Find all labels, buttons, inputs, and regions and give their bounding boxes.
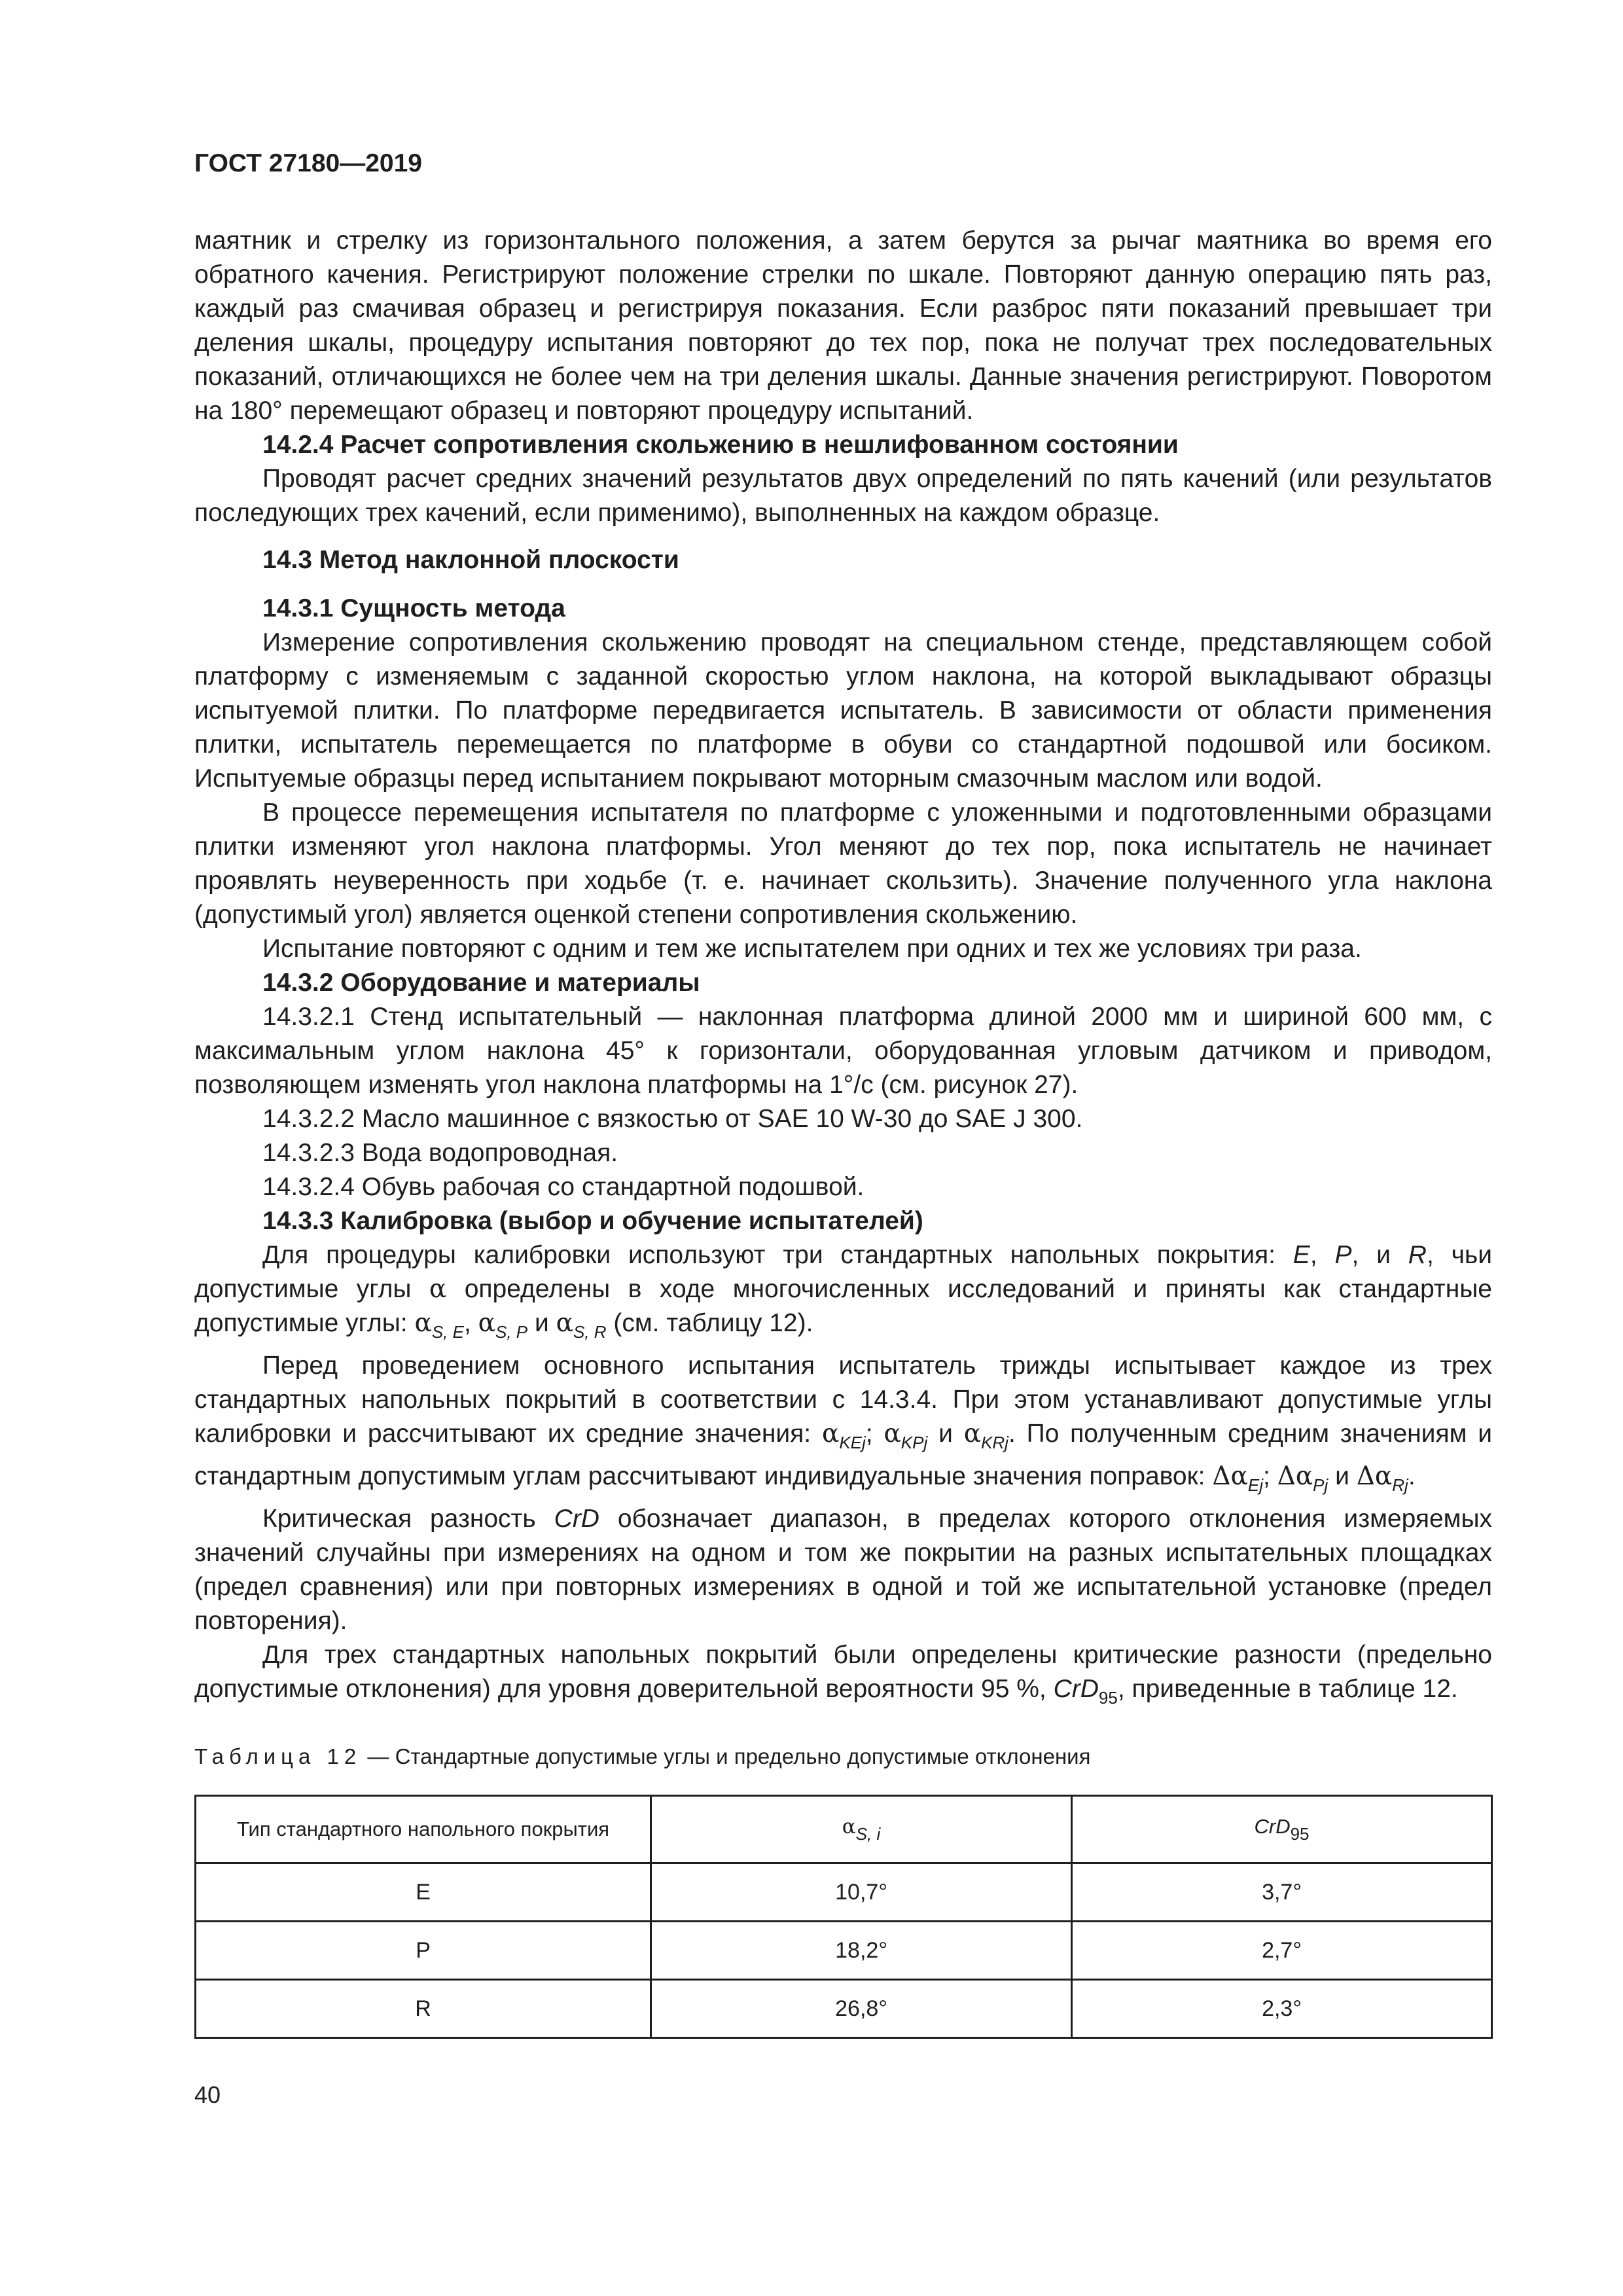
paragraph: 14.3.2.3 Вода водопроводная.: [262, 1139, 618, 1167]
standard-angles-table: [194, 1795, 1493, 2039]
paragraph: 14.3.2.4 Обувь рабочая со стандартной подошвой.: [262, 1173, 865, 1201]
section-heading-14-3-2: 14.3.2 Оборудование и материалы: [262, 969, 700, 997]
table-row: [196, 1863, 1492, 1922]
paragraph: Измерение сопротивления скольжению проводят на специальном стенде, представляющем собой платформу с изменяемым с заданной скоростью углом наклона, на которой выкладывают образцы испытуемой плитки. По платформе передвигается испытатель. В зависимости от области применения плитки, испытатель перемещается по платформе в обуви со стандартной подошвой или босиком. Испытуемые образцы перед испытанием покрывают моторным смазочным маслом или водой.: [194, 628, 1492, 793]
table-row: [196, 1922, 1492, 1980]
header-floor-type: Тип стандартного напольного покрытия: [196, 1796, 651, 1863]
section-heading-14-3-1: 14.3.1 Сущность метода: [262, 594, 565, 622]
paragraph-corrections: Перед проведением основного испытания испытатель трижды испытывает каждое из трех стандартных напольных покрытий в соответствии с 14.3.4. При этом устанавливают допустимые углы калибровки и рассчитывают их средние значения: $\alpha_{KEj}$; $\alpha_{KPj}$ и $\alpha_{KRj}$. По полученным средним значениям и стандартным допустимым углам рассчитывают индивидуальные значения поправок: $\Delta\alpha_{Ej}$; $\Delta\alpha_{Pj}$ и $\Delta\alpha_{Rj}$.: [194, 1352, 1493, 1495]
paragraph-calibration: Для процедуры калибровки используют три стандартных напольных покрытия: E, P, и R, чьи допустимые углы α определены в ходе многочисленных исследований и приняты как стандартные допустимые углы: $\alpha_{S, E}$, $\alpha_{S, P}$ и $\alpha_{S, R}$ (см. таблицу 12).: [194, 1241, 1493, 1342]
header-crd95: CrD$_{95}$: [1072, 1796, 1492, 1863]
paragraph: Проводят расчет средних значений результатов двух определений по пять качений (или результатов последующих трех качений, если применимо), выполненных на каждом образце.: [194, 465, 1492, 527]
cell-type: P: [196, 1922, 651, 1980]
page-number: 40: [194, 2081, 221, 2108]
cell-alpha: 26,8°: [651, 1980, 1072, 2038]
paragraph-critical-difference: Критическая разность CrD обозначает диапазон, в пределах которого отклонения измеряемых значений случайны при измерениях на одном и том же покрытии на разных испытательных площадках (предел сравнения) или при повторных измерениях в одной и той же испытательной установке (предел повторения).: [194, 1505, 1492, 1635]
section-heading-14-2-4: 14.2.4 Расчет сопротивления скольжению в нешлифованном состоянии: [262, 431, 1179, 459]
cell-type: E: [196, 1863, 651, 1922]
cell-alpha: 18,2°: [651, 1922, 1072, 1980]
cell-crd: 3,7°: [1072, 1863, 1492, 1922]
paragraph: Испытание повторяют с одним и тем же испытателем при одних и тех же условиях три раза.: [262, 935, 1362, 963]
document-body: [194, 224, 1492, 1715]
cell-type: R: [196, 1980, 651, 2038]
table-header-row: [196, 1796, 1492, 1863]
paragraph-crd95: Для трех стандартных напольных покрытий были определены критические разности (предельно допустимые отклонения) для уровня доверительной вероятности 95 %, CrD$_{95}$, приведенные в таблице 12.: [194, 1641, 1492, 1708]
section-heading-14-3: 14.3 Метод наклонной плоскости: [262, 546, 679, 574]
paragraph: 14.3.2.1 Стенд испытательный — наклонная платформа длиной 2000 мм и шириной 600 мм, с максимальным углом наклона 45° к горизонтали, оборудованная угловым датчиком и приводом, позволяющем изменять угол наклона платформы на 1°/с (см. рисунок 27).: [194, 1003, 1492, 1099]
paragraph: маятник и стрелку из горизонтального положения, а затем берутся за рычаг маятника во время его обратного качения. Регистрируют положение стрелки по шкале. Повторяют данную операцию пять раз, каждый раз смачивая образец и регистрируя показания. Если разброс пяти показаний превышает три деления шкалы, процедуру испытания повторяют до тех пор, пока не получат трех последовательных показаний, отличающихся не более чем на три деления шкалы. Данные значения регистрируют. Поворотом на 180° перемещают образец и повторяют процедуру испытаний.: [194, 226, 1492, 425]
section-heading-14-3-3: 14.3.3 Калибровка (выбор и обучение испытателей): [262, 1207, 923, 1235]
cell-crd: 2,3°: [1072, 1980, 1492, 2038]
header-alpha: $\alpha_{S, i}$: [651, 1796, 1072, 1863]
cell-alpha: 10,7°: [651, 1863, 1072, 1922]
table-caption: Таблица 12 — Стандартные допустимые углы и предельно допустимые отклонения: [194, 1744, 1091, 1768]
paragraph: В процессе перемещения испытателя по платформе с уложенными и подготовленными образцами плитки изменяют угол наклона платформы. Угол меняют до тех пор, пока испытатель не начинает проявлять неуверенность при ходьбе (т. е. начинает скользить). Значение полученного угла наклона (допустимый угол) является оценкой степени сопротивления скольжению.: [194, 798, 1492, 929]
table-row: [196, 1980, 1492, 2038]
cell-crd: 2,7°: [1072, 1922, 1492, 1980]
document-header: ГОСТ 27180—2019: [194, 149, 422, 177]
paragraph: 14.3.2.2 Масло машинное с вязкостью от SAE 10 W-30 до SAE J 300.: [262, 1105, 1083, 1133]
